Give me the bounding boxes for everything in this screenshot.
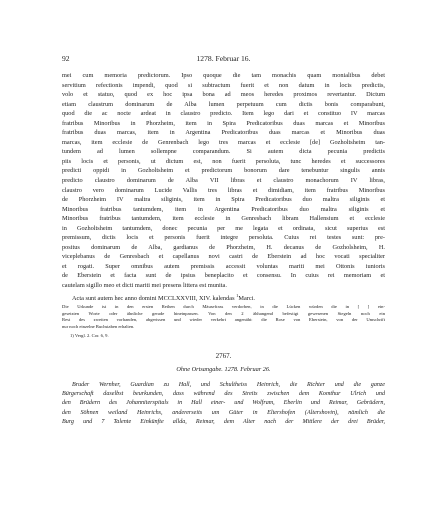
text-line: fratribus duas marcas, item in Argentina Predicatoribus duas marcas et Minoribus duas [62,129,385,137]
text-line: servitium refectionis impendi, quod si subtractum fuerit et non datum in locis predictis, [62,81,385,89]
text-line: mei cum memoria predictorum. Ipso quoque die tam monachis quam monialibus debet [62,72,385,79]
text-line: predicto claustro dominarum de Alba VII libras et claustro monachorum IV libras, [62,177,385,185]
note-line: Rest des zweiten vorhanden, abgerissen und wieder verkehrt angenäht: die Rose von Eberstein, von der Umschrift [62,317,385,323]
text-line: quod die ac nocte ardeat in claustro predicto. Item lego dari et constituo IV marcas [62,110,385,118]
dating-clause [62,291,385,304]
text-line: cautelam sigillo meo et dicti mariti mei presens littera est munita. [62,282,227,290]
page-header [62,54,385,68]
text-line: viceplebanus de Genresbach et capellanus novi castri de Eberstein ad hoc vocati specialiter [62,253,385,261]
footnote-marker: 1 [236,292,239,298]
document-subtitle: Ohne Ortsangabe. 1278. Februar 26. [176,365,271,373]
regest-text [62,381,385,428]
text-line: predicti oppidi in Gozholtsheim et predictorum bonorum dare tenebuntur singulis annis [62,167,385,175]
document-number: 2767. [215,351,232,360]
document-page [62,54,385,428]
note-line: gesetzten Worte oder ähnliche gerade hineinpassen. Von den 2 ähhangend befestigt gewesenen Siegeln noch ein [62,310,385,316]
charter-text [62,71,385,291]
text-line: et rogati. Super omnibus autem premissis accessit voluntas mariti mei Ottonis iunioris [62,262,385,270]
text-line: de Eberstein et facta sunt de ipsius beneplacito et consensu. In cuius rei memoriam et [62,272,385,280]
text-line: premissum, dictis locis et personis fuerit integre persoluta. Cuius rei testes sunt: pre- [62,234,385,242]
dating-tail: Marci. [238,294,255,302]
text-line: fratribus Minoribus in Phorzheim, item in Spira Predicatoribus duas marcas et Minoribus [62,119,385,127]
regest-line: den Söhnen weiland Heinrichs, andererseits um Güter in Eltershofen (Altershovin), nämlich die [62,409,385,416]
text-line: volo et statuo, quod ex hoc ipsa bona ad meos heredes proximos revertantur. Dictum [62,91,385,99]
page-number: 92 [62,54,70,63]
text-line: tundem ad lumen sollempne comparandum. Si autem dicta pecunia predictis [62,148,385,156]
text-line: de Phorzheim IV maltra siliginis, item in Spira Predicatoribus duo maltra siliginis et [62,196,385,204]
regest-line: Bruder Wernher, Guardian zu Hall, und Schultheiss Heinrich, die Richter und die ganze [72,381,385,388]
regest-line: Burg und 7 Talente Einkünfte allda, Reimar, dem Alter nach der Mittlere der drei Brüder, [62,419,385,426]
footnote: 1) Vergl. 2. Cor. 6, 9. [70,332,109,338]
text-line: marcas, item ecclesie de Genrenbach lego tres marcas et ecclesie [de] Gozholtsheim tan- [62,138,385,146]
header-date: 1278. Februar 16. [196,54,251,63]
text-line: piis locis et personis, ut dictum est, non fuerit persoluta, tunc heredes et successores [62,157,385,165]
text-line: claustro vero dominarum Lucide Vallis tres libras et dimidiam, item fratribus Minoribus [62,186,385,194]
note-line: nur noch einzelne Buchstaben erhalten. [62,324,135,329]
note-line: Die Urkunde ist in den ersten Reihen durch Mäusefrass verdorben, in die Lücken würden die in [ ] ein- [62,304,385,310]
regest-line: Bürgerschaft daselbst beurkunden, dass während des Streits zwischen dem Komthur Ulrich und [62,391,385,397]
text-line: positus dominarum de Alba, gardianus de Phorzheim, H. decanus de Gozholsheim, H. [62,243,385,251]
text-line: Minoribus fratribus tantumdem, item ecclesie in Genresbach libram Hallensium et ecclesie [62,215,385,223]
dating-text: Acta sunt autem hec anno domini MCCLXXVIII, XIV. kalendas [72,294,237,302]
text-line: etiam claustrum dominarum de Alba lumen perpetuum cum dictis bonis comparabunt, [62,100,385,108]
text-line: Minoribus fratribus tantumdem, item in Argentina Predicatoribus duo maltra siliginis et [62,205,385,213]
regest-line: den Brüdern des Johanniterspitals in Hall einer- und Wolfram, Eberlin und Reimar, Gebrüdern, [62,400,385,407]
editorial-note [62,304,385,330]
text-line: in Gozholtsheim tantumdem, donec pecunia per me legata et ordinata, sicut superius est [62,224,385,232]
